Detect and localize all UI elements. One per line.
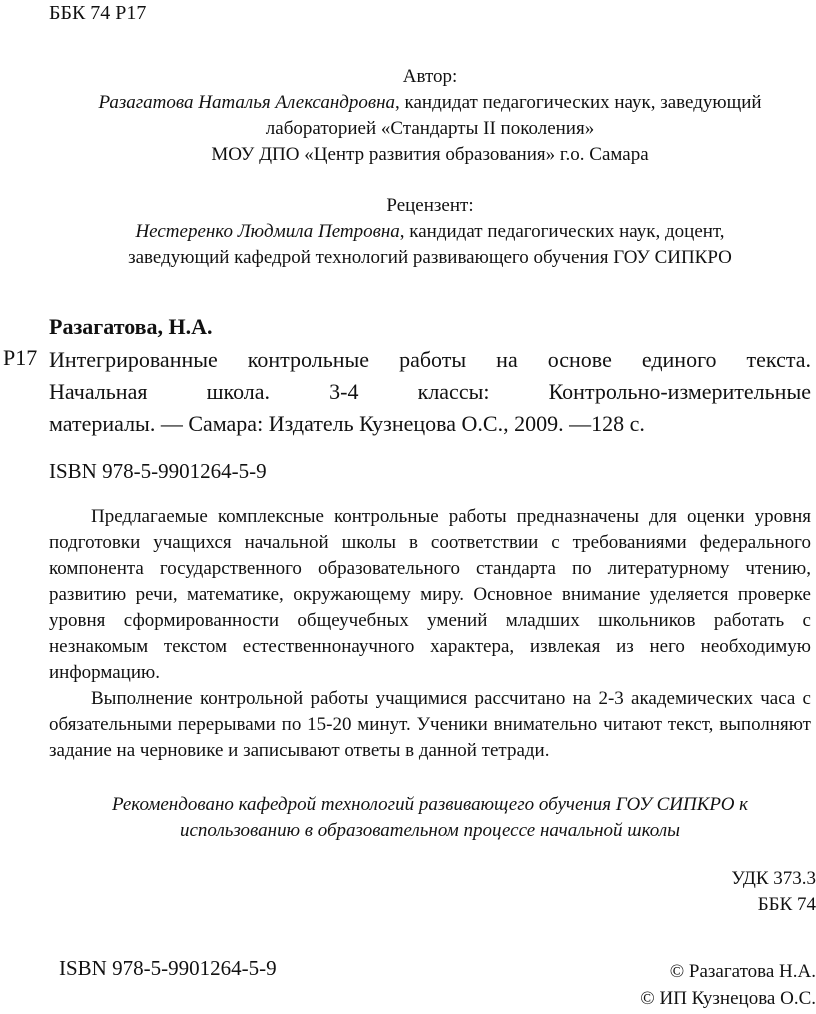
reviewer-line-1 — [40, 219, 816, 245]
abstract-paragraph-2: Выполнение контрольной работы учащимися рассчитано на 2-3 академических часа с обязательными перерывами по 15-20 минут. Ученики внимательно читают текст, выполняют задание на черновике и записывают ответы в данной тетради. — [49, 688, 811, 761]
reviewer-credentials: , кандидат педагогических наук, доцент, — [399, 221, 725, 242]
isbn-main: ISBN 978-5-9901264-5-9 — [49, 459, 267, 483]
author-line-2: лабораторией «Стандарты II поколения» — [265, 118, 595, 139]
recommendation-line-1: Рекомендовано кафедрой технологий развивающего обучения ГОУ СИПКРО к — [111, 794, 749, 815]
author-line-1 — [40, 90, 816, 116]
abstract-paragraph-1: Предлагаемые комплексные контрольные работы предназначены для оценки уровня подготовки учащихся начальной школы в соответствии с требованиями федерального компонента государственного образовательного стандарта по литературному чтению, развитию речи, математике, окружающему миру. Основное внимание уделяется проверке уровня сформированности общеучебных умений младших школьников работать с незнакомым текстом естественнонаучного характера, извлекая из него необходимую информацию. — [49, 506, 811, 683]
bbk-code: ББК 74 — [757, 894, 816, 915]
author-credentials: , кандидат педагогических наук, заведующий — [395, 92, 762, 113]
copyright-block — [586, 958, 816, 1012]
book-code: Р17 — [3, 345, 38, 370]
book-description-line-1: Интегрированные контрольные работы на основе единого текста. — [49, 347, 811, 372]
copyright-line-2: © ИП Кузнецова О.С. — [640, 988, 816, 1009]
author-block — [40, 64, 816, 168]
book-description-line-3: материалы. — Самара: Издатель Кузнецова О.С., 2009. —128 с. — [49, 411, 645, 436]
reviewer-name: Нестеренко Людмила Петровна — [135, 221, 400, 242]
isbn-bottom: ISBN 978-5-9901264-5-9 — [59, 956, 277, 980]
author-heading: Автор: — [402, 66, 458, 87]
classification-block — [640, 866, 816, 918]
recommendation-line-2: использованию в образовательном процессе начальной школы — [179, 820, 680, 841]
reviewer-line-2: заведующий кафедрой технологий развивающего обучения ГОУ СИПКРО — [128, 247, 732, 268]
reviewer-block — [40, 193, 816, 271]
reviewer-heading: Рецензент: — [386, 195, 474, 216]
book-description — [49, 344, 811, 440]
udk-code: УДК 373.3 — [731, 868, 816, 889]
author-line-3: МОУ ДПО «Центр развития образования» г.о. Самара — [211, 144, 649, 165]
book-author: Разагатова, Н.А. — [49, 314, 213, 339]
author-name: Разагатова Наталья Александровна — [98, 92, 396, 113]
abstract — [49, 504, 811, 764]
recommendation — [40, 792, 816, 844]
book-description-line-2: Начальная школа. 3-4 классы: Контрольно-измерительные — [49, 379, 811, 404]
copyright-line-1: © Разагатова Н.А. — [669, 961, 816, 982]
bbk-code-header: ББК 74 Р17 — [49, 2, 147, 24]
